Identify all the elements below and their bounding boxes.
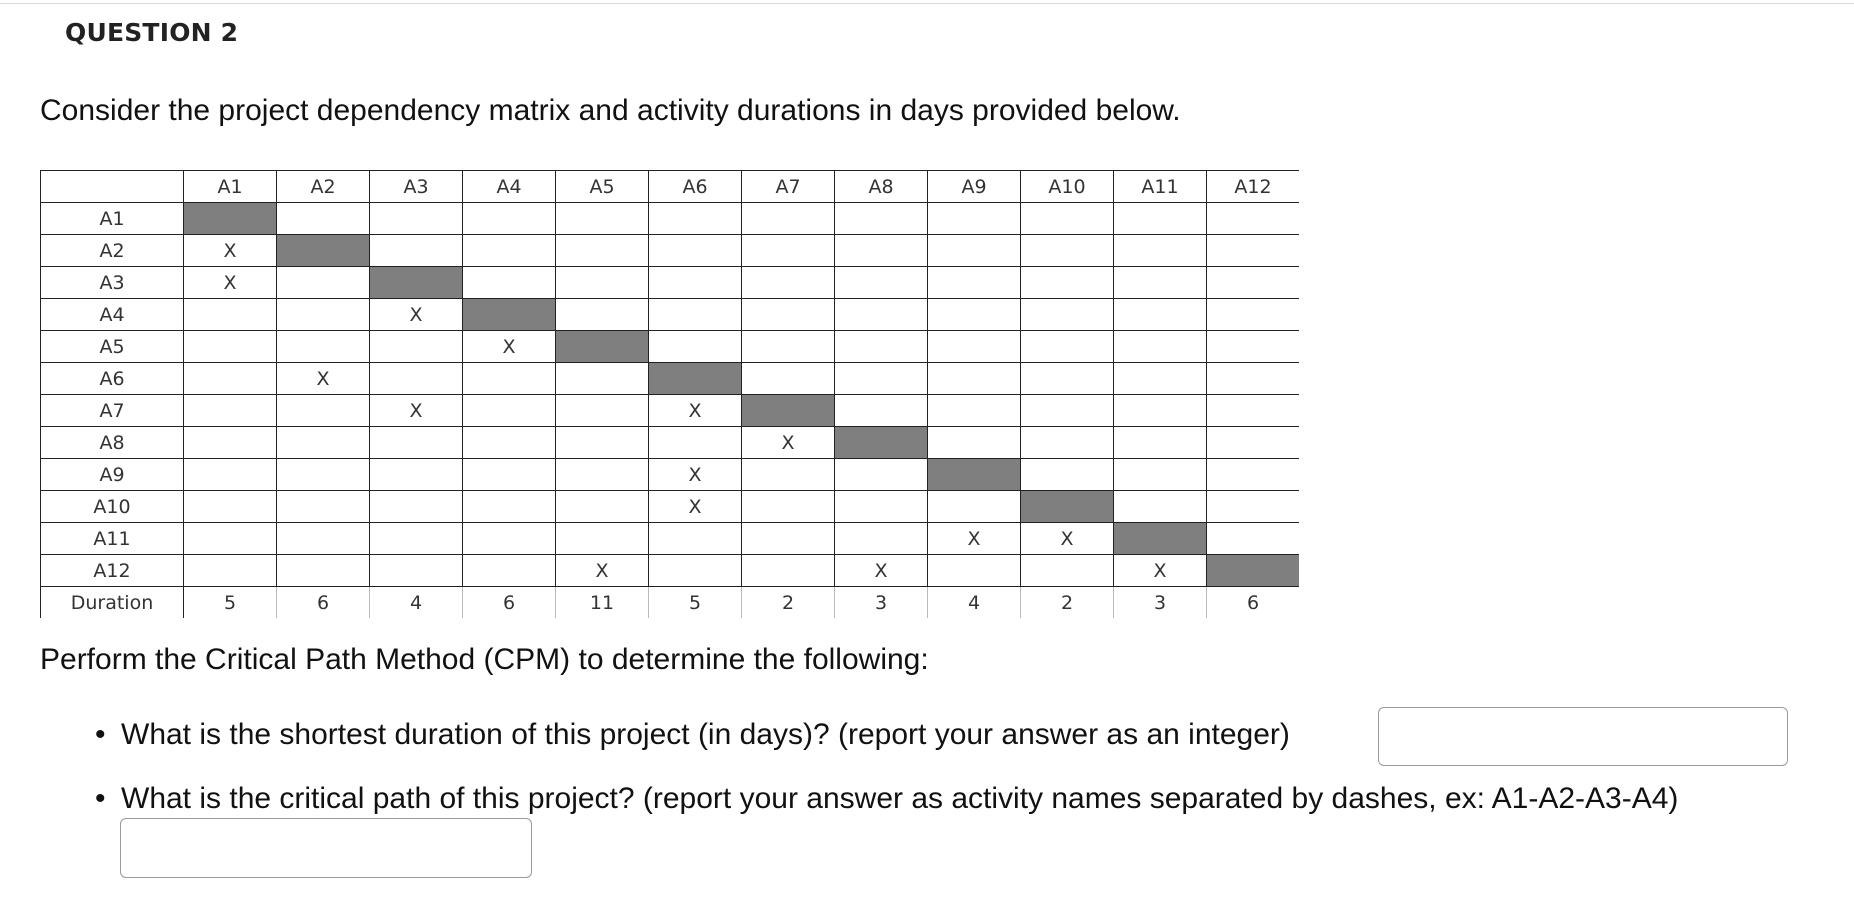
matrix-diagonal-cell (742, 395, 835, 427)
matrix-cell (277, 459, 370, 491)
matrix-cell (463, 363, 556, 395)
matrix-cell: X (649, 395, 742, 427)
matrix-diagonal-cell (463, 299, 556, 331)
matrix-cell (463, 523, 556, 555)
matrix-cell (463, 395, 556, 427)
duration-cell: 3 (1114, 587, 1207, 619)
matrix-cell (556, 395, 649, 427)
matrix-cell (742, 203, 835, 235)
matrix-cell (1114, 491, 1207, 523)
matrix-cell: X (1114, 555, 1207, 587)
matrix-cell (370, 555, 463, 587)
matrix-cell (184, 363, 277, 395)
matrix-cell: X (184, 235, 277, 267)
matrix-cell (556, 267, 649, 299)
matrix-diagonal-cell (370, 267, 463, 299)
matrix-row (41, 235, 1300, 267)
matrix-cell (184, 491, 277, 523)
matrix-cell (928, 363, 1021, 395)
matrix-diagonal-cell (184, 203, 277, 235)
matrix-cell (463, 203, 556, 235)
duration-cell: 5 (649, 587, 742, 619)
matrix-cell (184, 427, 277, 459)
matrix-cell (184, 331, 277, 363)
duration-cell: 6 (1207, 587, 1300, 619)
matrix-cell (649, 555, 742, 587)
matrix-cell (742, 299, 835, 331)
matrix-cell (463, 459, 556, 491)
matrix-diagonal-cell (1021, 491, 1114, 523)
matrix-cell (370, 459, 463, 491)
matrix-cell (742, 331, 835, 363)
matrix-cell (1021, 395, 1114, 427)
matrix-cell (370, 235, 463, 267)
matrix-cell (742, 523, 835, 555)
perform-instruction: Perform the Critical Path Method (CPM) to determine the following: (40, 643, 929, 676)
duration-cell: 4 (928, 587, 1021, 619)
matrix-cell: X (649, 491, 742, 523)
matrix-cell (649, 203, 742, 235)
matrix-column-header: A5 (556, 171, 649, 203)
matrix-column-header: A2 (277, 171, 370, 203)
matrix-cell (463, 491, 556, 523)
matrix-cell (928, 299, 1021, 331)
matrix-cell (649, 235, 742, 267)
matrix-cell (184, 395, 277, 427)
matrix-cell (1021, 427, 1114, 459)
matrix-cell (184, 299, 277, 331)
matrix-cell (277, 491, 370, 523)
duration-cell: 2 (742, 587, 835, 619)
matrix-header-row (41, 171, 1300, 203)
top-divider (0, 3, 1854, 4)
matrix-cell: X (928, 523, 1021, 555)
matrix-cell (463, 235, 556, 267)
matrix-cell (1021, 331, 1114, 363)
matrix-cell (742, 555, 835, 587)
matrix-row-label: A4 (41, 299, 184, 331)
matrix-cell (1114, 331, 1207, 363)
matrix-row (41, 491, 1300, 523)
matrix-cell (556, 491, 649, 523)
matrix-cell (370, 491, 463, 523)
matrix-cell (1021, 459, 1114, 491)
matrix-cell (835, 235, 928, 267)
matrix-row (41, 203, 1300, 235)
matrix-cell (742, 491, 835, 523)
matrix-row (41, 395, 1300, 427)
matrix-cell (1021, 235, 1114, 267)
matrix-row-label: A9 (41, 459, 184, 491)
matrix-cell (742, 267, 835, 299)
matrix-column-header: A11 (1114, 171, 1207, 203)
matrix-row-label: A7 (41, 395, 184, 427)
matrix-cell (1114, 459, 1207, 491)
matrix-column-header: A3 (370, 171, 463, 203)
matrix-cell (835, 395, 928, 427)
matrix-cell (1021, 555, 1114, 587)
matrix-row-label: A5 (41, 331, 184, 363)
matrix-cell (742, 235, 835, 267)
matrix-cell (277, 395, 370, 427)
duration-cell: 2 (1021, 587, 1114, 619)
matrix-cell (277, 427, 370, 459)
matrix-row (41, 459, 1300, 491)
matrix-cell: X (184, 267, 277, 299)
matrix-diagonal-cell (928, 459, 1021, 491)
matrix-column-header: A1 (184, 171, 277, 203)
matrix-cell (1207, 299, 1300, 331)
question-intro: Consider the project dependency matrix and activity durations in days provided below. (40, 94, 1181, 127)
matrix-cell: X (370, 299, 463, 331)
matrix-cell (277, 523, 370, 555)
matrix-cell: X (1021, 523, 1114, 555)
matrix-cell (1114, 427, 1207, 459)
matrix-row-label: A10 (41, 491, 184, 523)
matrix-cell (928, 491, 1021, 523)
matrix-column-header: A12 (1207, 171, 1300, 203)
matrix-cell (370, 331, 463, 363)
matrix-cell (835, 203, 928, 235)
matrix-cell (742, 459, 835, 491)
matrix-cell (370, 427, 463, 459)
matrix-cell (835, 459, 928, 491)
matrix-cell (1207, 203, 1300, 235)
matrix-diagonal-cell (556, 331, 649, 363)
matrix-cell (1114, 395, 1207, 427)
matrix-cell (649, 331, 742, 363)
critical-path-answer-input[interactable] (120, 818, 532, 878)
matrix-cell: X (835, 555, 928, 587)
matrix-cell (556, 299, 649, 331)
matrix-cell (1207, 523, 1300, 555)
matrix-row (41, 523, 1300, 555)
matrix-diagonal-cell (1207, 555, 1300, 587)
matrix-cell (1114, 235, 1207, 267)
matrix-cell: X (463, 331, 556, 363)
question-item-duration (95, 718, 1290, 752)
matrix-column-header: A7 (742, 171, 835, 203)
matrix-cell (928, 427, 1021, 459)
matrix-cell (835, 523, 928, 555)
bullet: • (95, 782, 106, 815)
duration-cell: 3 (835, 587, 928, 619)
matrix-row-label: A8 (41, 427, 184, 459)
matrix-cell (556, 203, 649, 235)
matrix-cell (463, 427, 556, 459)
matrix-cell (556, 523, 649, 555)
matrix-column-header: A9 (928, 171, 1021, 203)
matrix-cell: X (556, 555, 649, 587)
question-duration-text: What is the shortest duration of this project (in days)? (report your answer as an integer) (121, 718, 1290, 751)
duration-cell: 6 (277, 587, 370, 619)
duration-answer-input[interactable] (1378, 707, 1788, 766)
matrix-cell (1021, 299, 1114, 331)
matrix-column-header: A8 (835, 171, 928, 203)
matrix-cell (835, 331, 928, 363)
matrix-diagonal-cell (1114, 523, 1207, 555)
matrix-cell (1114, 363, 1207, 395)
matrix-cell (1207, 427, 1300, 459)
matrix-cell (928, 235, 1021, 267)
matrix-row (41, 555, 1300, 587)
matrix-cell (277, 203, 370, 235)
matrix-cell (556, 235, 649, 267)
duration-cell: 4 (370, 587, 463, 619)
matrix-cell (928, 203, 1021, 235)
matrix-cell (1207, 491, 1300, 523)
matrix-cell (1021, 363, 1114, 395)
question-item-critical-path (95, 782, 1678, 816)
matrix-cell (370, 363, 463, 395)
matrix-cell (742, 363, 835, 395)
question-title: QUESTION 2 (65, 18, 239, 47)
matrix-cell (277, 299, 370, 331)
matrix-cell (1114, 203, 1207, 235)
question-critical-path-text: What is the critical path of this project? (report your answer as activity names separated by dashes, ex: A1-A2-A3-A4) (121, 782, 1679, 815)
matrix-row (41, 363, 1300, 395)
matrix-cell (277, 267, 370, 299)
matrix-cell (1021, 267, 1114, 299)
matrix-column-header: A10 (1021, 171, 1114, 203)
matrix-row (41, 331, 1300, 363)
matrix-cell (184, 555, 277, 587)
matrix-cell (463, 267, 556, 299)
bullet: • (95, 718, 106, 751)
duration-cell: 5 (184, 587, 277, 619)
duration-row (41, 587, 1300, 619)
matrix-column-header: A4 (463, 171, 556, 203)
matrix-cell (835, 299, 928, 331)
matrix-diagonal-cell (649, 363, 742, 395)
matrix-cell (649, 427, 742, 459)
matrix-cell (556, 427, 649, 459)
matrix-cell: X (649, 459, 742, 491)
matrix-cell (1207, 267, 1300, 299)
matrix-row (41, 299, 1300, 331)
matrix-cell (649, 299, 742, 331)
matrix-cell (1207, 395, 1300, 427)
matrix-cell (835, 267, 928, 299)
duration-cell: 6 (463, 587, 556, 619)
matrix-cell (556, 459, 649, 491)
matrix-row (41, 427, 1300, 459)
matrix-cell (1207, 459, 1300, 491)
matrix-cell (1114, 299, 1207, 331)
matrix-corner-cell (41, 171, 184, 203)
matrix-cell: X (742, 427, 835, 459)
matrix-cell (928, 395, 1021, 427)
matrix-diagonal-cell (277, 235, 370, 267)
matrix-cell (928, 267, 1021, 299)
matrix-cell: X (370, 395, 463, 427)
matrix-cell (1207, 363, 1300, 395)
matrix-cell (556, 363, 649, 395)
matrix-cell (184, 459, 277, 491)
duration-cell: 11 (556, 587, 649, 619)
matrix-cell (277, 331, 370, 363)
matrix-cell (1207, 331, 1300, 363)
matrix-cell (370, 203, 463, 235)
matrix-cell (1114, 267, 1207, 299)
matrix-row-label: A3 (41, 267, 184, 299)
matrix-cell (184, 523, 277, 555)
dependency-matrix (40, 170, 1299, 618)
duration-row-label: Duration (41, 587, 184, 619)
matrix-cell (463, 555, 556, 587)
matrix-diagonal-cell (835, 427, 928, 459)
matrix-cell (1207, 235, 1300, 267)
matrix-cell (277, 555, 370, 587)
matrix-row-label: A6 (41, 363, 184, 395)
matrix-cell (835, 491, 928, 523)
matrix-row (41, 267, 1300, 299)
matrix-cell (928, 331, 1021, 363)
matrix-cell (649, 267, 742, 299)
matrix-row-label: A12 (41, 555, 184, 587)
matrix-cell (649, 523, 742, 555)
matrix-row-label: A11 (41, 523, 184, 555)
matrix-row-label: A2 (41, 235, 184, 267)
matrix-cell (928, 555, 1021, 587)
matrix-cell (835, 363, 928, 395)
matrix-cell: X (277, 363, 370, 395)
matrix-column-header: A6 (649, 171, 742, 203)
matrix-row-label: A1 (41, 203, 184, 235)
matrix-cell (370, 523, 463, 555)
matrix-cell (1021, 203, 1114, 235)
